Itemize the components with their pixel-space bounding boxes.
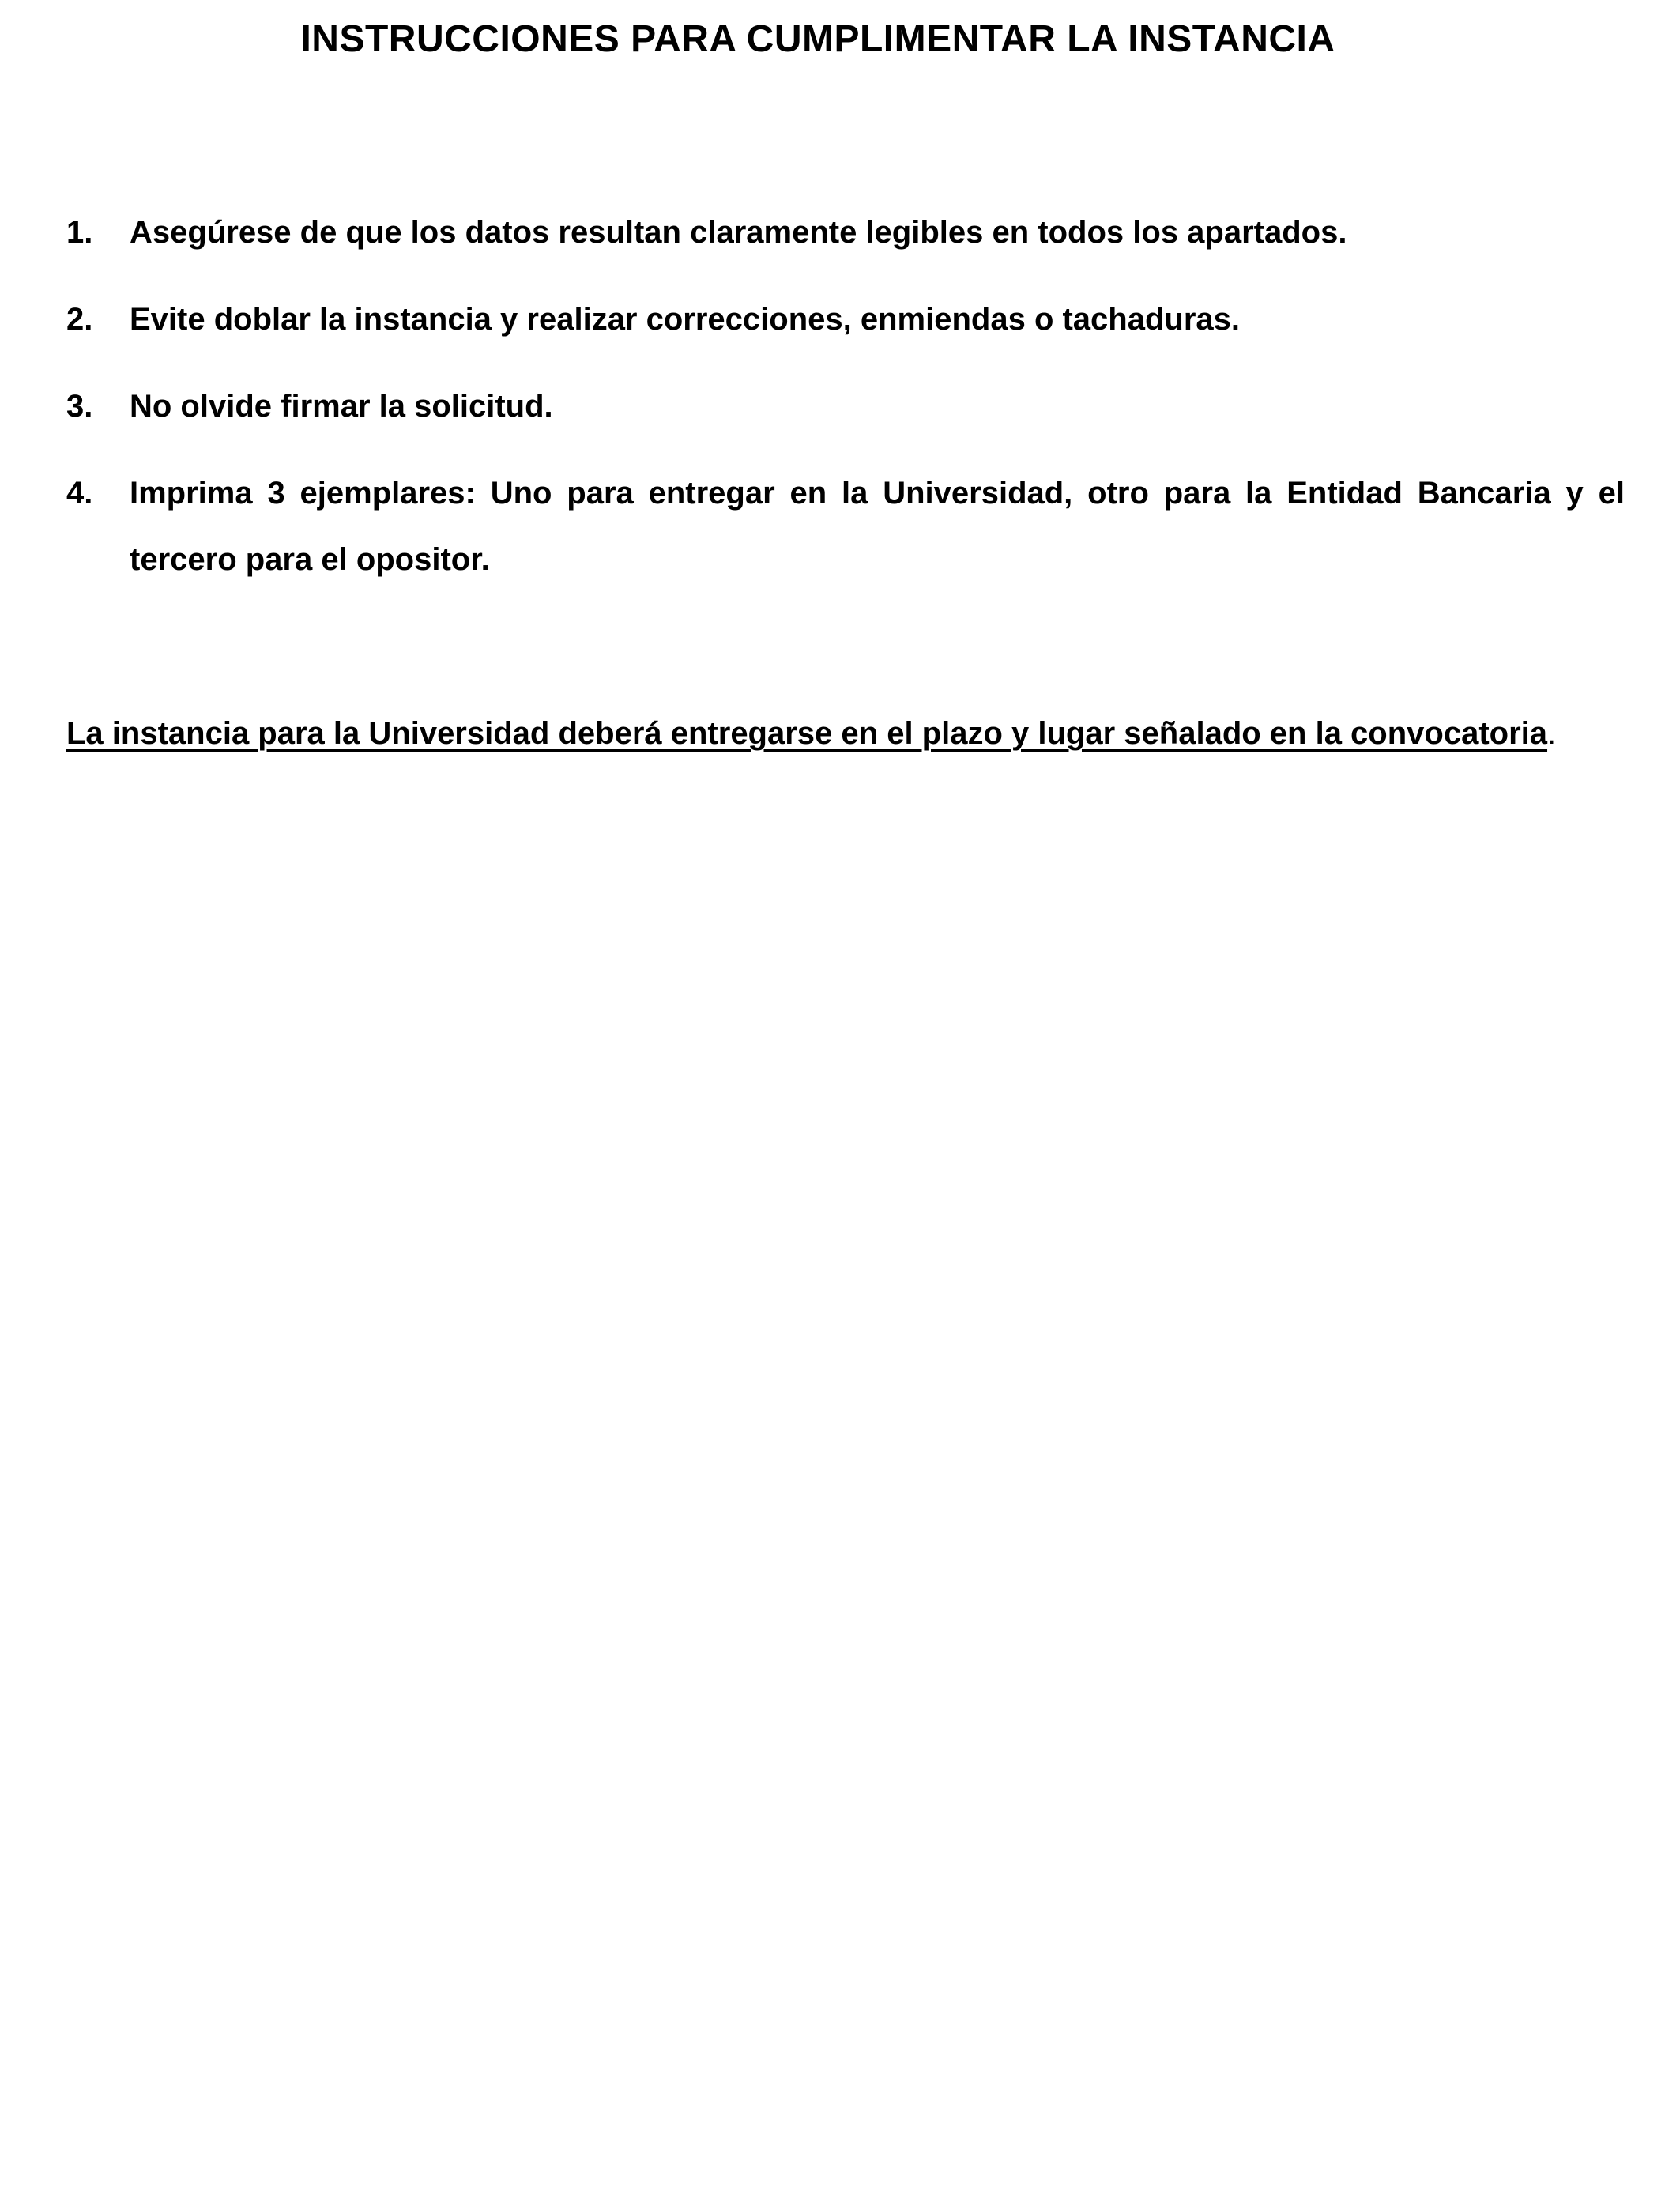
instruction-item-1 [66,199,1625,266]
instruction-number: 3. [66,389,93,424]
instruction-number: 2. [66,302,93,337]
instruction-text: No olvide firmar la solicitud. [130,389,553,424]
instruction-number: 4. [66,476,93,511]
instruction-text: Asegúrese de que los datos resultan claramente legibles en todos los apartados. [130,215,1347,250]
instruction-number: 1. [66,215,93,250]
page-title: INSTRUCCIONES PARA CUMPLIMENTAR LA INSTANCIA [300,18,1335,60]
submission-notice-text: La instancia para la Universidad deberá entregarse en el plazo y lugar señalado en la convocatoria [66,716,1548,751]
instruction-text: Imprima 3 ejemplares: Uno para entregar en la Universidad, otro para la Entidad Bancaria y el tercero para el opositor. [130,476,1625,577]
submission-notice [66,708,1639,759]
instruction-item-2 [66,286,1625,352]
instruction-item-4 [66,460,1625,593]
instruction-list [66,199,1625,613]
instruction-item-3 [66,373,1625,439]
instruction-text: Evite doblar la instancia y realizar correcciones, enmiendas o tachaduras. [130,302,1241,337]
submission-notice-period: . [1547,716,1557,751]
